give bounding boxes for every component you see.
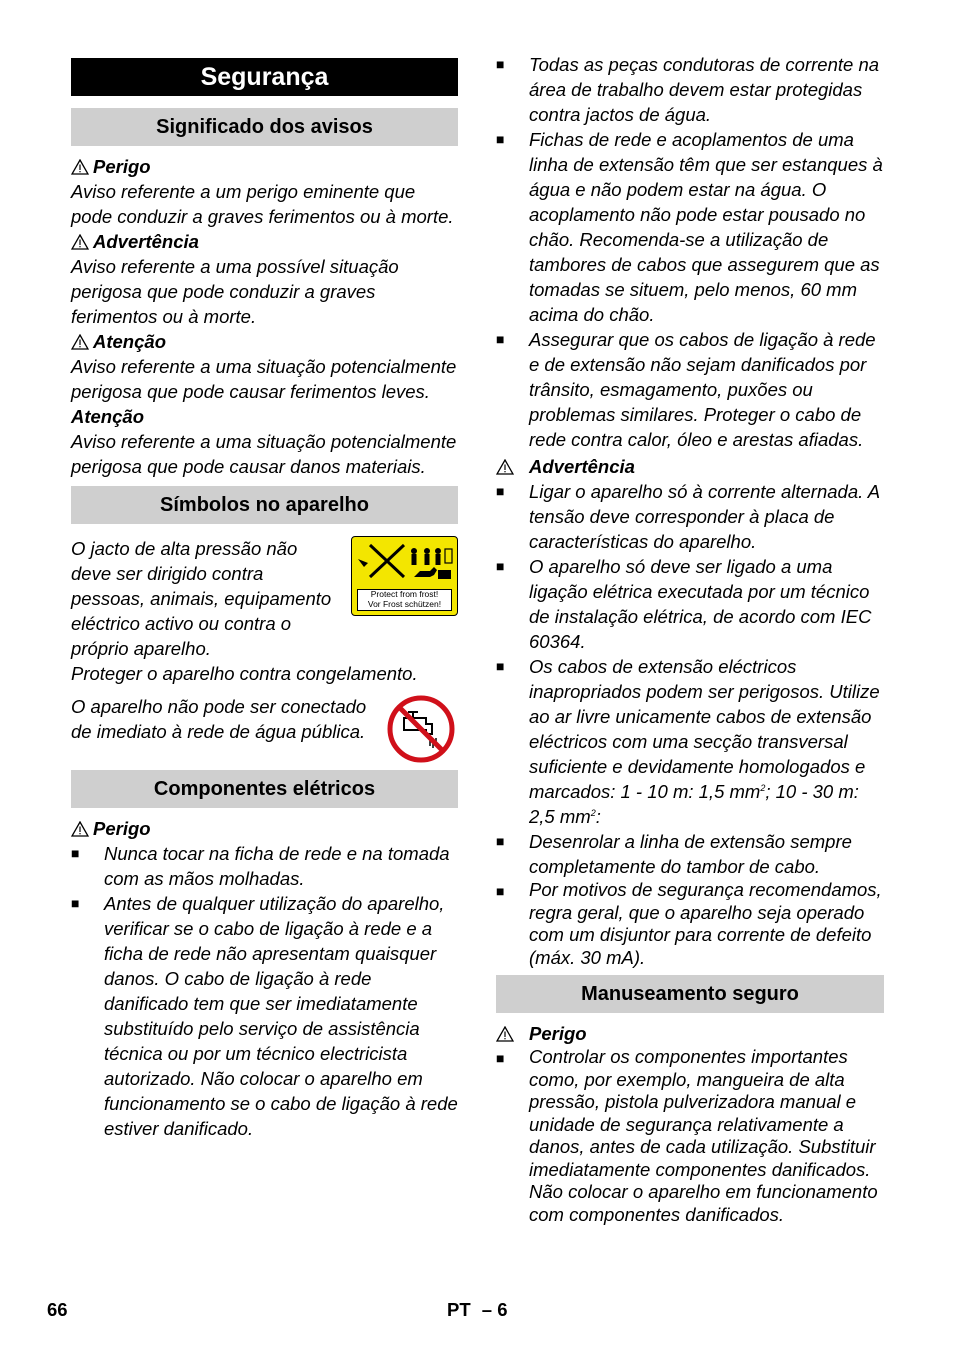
warning-label: Advertência <box>93 231 199 252</box>
bullet-icon: ■ <box>71 895 80 911</box>
warning-description: Aviso referente a um perigo eminente que pode conduzir a graves ferimentos ou à morte. <box>71 181 454 227</box>
symbol-description: O aparelho não pode ser conectado de imediato à rede de água pública. <box>71 696 367 742</box>
warning-label: Atenção <box>71 406 144 427</box>
page-number: 66 <box>47 1299 68 1320</box>
warning-triangle-icon <box>71 334 93 350</box>
page-title: Segurança <box>71 58 458 96</box>
list-item: ■ Ligar o aparelho só à corrente alternada. A tensão deve corresponder à placa de características do aparelho. <box>496 481 880 552</box>
warning-perigo-manuseamento <box>496 1021 884 1046</box>
no-public-water-connection-icon <box>386 694 456 764</box>
list-item: ■ Todas as peças condutoras de corrente na área de trabalho devem estar protegidas contra jactos de água. <box>496 54 880 125</box>
warning-label: Perigo <box>529 1023 587 1044</box>
bullet-icon: ■ <box>71 845 80 861</box>
warning-triangle-icon <box>496 459 529 475</box>
bullet-icon: ■ <box>496 1050 505 1066</box>
warning-triangle-icon <box>71 234 93 250</box>
right-column <box>496 52 884 1226</box>
list-item: ■ O aparelho só deve ser ligado a uma ligação elétrica executada por um técnico de instalação elétrica, de acordo com IEC 60364. <box>496 556 872 652</box>
bullet-icon: ■ <box>496 658 505 674</box>
warning-advertencia-right <box>496 454 884 479</box>
section-heading-simbolos: Símbolos no aparelho <box>71 486 458 524</box>
section-heading-avisos: Significado dos avisos <box>71 108 458 146</box>
warning-perigo-componentes <box>71 816 458 841</box>
symbol-row-jet <box>71 536 458 661</box>
warning-triangle-icon <box>71 821 93 837</box>
symbol-row-water <box>71 694 458 764</box>
bullet-icon: ■ <box>496 883 505 899</box>
bullet-icon: ■ <box>496 56 505 72</box>
list-item: ■ Por motivos de segurança recomendamos, regra geral, que o aparelho seja operado com um disjuntor para corrente de defeito (máx. 30 mA). <box>496 879 882 968</box>
warning-description: Aviso referente a uma situação potencialmente perigosa que pode causar danos materiais. <box>71 431 457 477</box>
warning-atencao <box>71 329 458 354</box>
section-heading-componentes: Componentes elétricos <box>71 770 458 808</box>
warning-perigo <box>71 154 458 179</box>
footer-subpage: – 6 <box>481 1299 508 1320</box>
warning-triangle-icon <box>496 1026 529 1042</box>
warning-atencao-material <box>71 404 458 429</box>
list-item: ■ Nunca tocar na ficha de rede e na tomada com as mãos molhadas. <box>71 843 450 889</box>
list-item: ■ Controlar os componentes importantes como, por exemplo, mangueira de alta pressão, pistola pulverizadora manual e unidade de segurança relativamente a danos, antes de cada utilização. Substituir imediatamente componentes danificados. Não colocar o aparelho em funcionamento com componentes danificados. <box>496 1046 878 1225</box>
list-item: ■ Antes de qualquer utilização do aparelho, verificar se o cabo de ligação à rede e a ficha de rede não apresentam quaisquer danos. O cabo de ligação à rede danificado tem que ser imediatamente substituído pelo serviço de assistência técnica ou por um técnico electricista autorizado. Não colocar o aparelho em funcionamento se o cabo de ligação à rede estiver danificado. <box>71 893 458 1139</box>
footer-language: PT <box>447 1299 471 1320</box>
bullet-icon: ■ <box>496 558 505 574</box>
left-column <box>71 58 458 1141</box>
symbol-caption: Protect from frost! Vor Frost schützen! <box>357 589 452 611</box>
list-item: ■ Os cabos de extensão eléctricos inapropriados podem ser perigosos. Utilize ao ar livre unicamente cabos de extensão eléctricos com uma secção transversal suficiente e devidamente homologados e marcados: 1 - 10 m: 1,5 $mm^2$; 10 - 30 m: 2,5 $mm^2$: <box>496 656 880 827</box>
warning-advertencia <box>71 229 458 254</box>
list-item: ■ Fichas de rede e acoplamentos de uma linha de extensão têm que ser estanques à água e não podem estar na água. O acoplamento não pode estar pousado no chão. Recomenda-se a utilização de tambores de cabos que assegurem que as tomadas se situem, pelo menos, 60 mm acima do chão. <box>496 129 883 325</box>
warning-label: Perigo <box>93 818 151 839</box>
warning-label: Perigo <box>93 156 151 177</box>
section-heading-manuseamento: Manuseamento seguro <box>496 975 884 1013</box>
list-item: ■ Desenrolar a linha de extensão sempre completamente do tambor de cabo. <box>496 831 852 877</box>
bullet-icon: ■ <box>496 331 505 347</box>
warning-label: Atenção <box>93 331 166 352</box>
warning-description: Aviso referente a uma situação potencialmente perigosa que pode causar ferimentos leves. <box>71 356 457 402</box>
warning-description: Aviso referente a uma possível situação perigosa que pode conduzir a graves ferimentos ou à morte. <box>71 256 399 327</box>
symbol-description: O jacto de alta pressão não deve ser dirigido contra pessoas, animais, equipamento eléctrico activo ou contra o próprio aparelho. <box>71 538 332 659</box>
footer-section <box>447 1299 508 1321</box>
bullet-icon: ■ <box>496 131 505 147</box>
warning-label: Advertência <box>529 456 635 477</box>
warning-triangle-icon <box>71 159 93 175</box>
high-pressure-warning-label-icon <box>351 536 458 616</box>
symbol-description-frost: Proteger o aparelho contra congelamento. <box>71 663 418 684</box>
bullet-icon: ■ <box>496 483 505 499</box>
bullet-icon: ■ <box>496 833 505 849</box>
list-item: ■ Assegurar que os cabos de ligação à rede e de extensão não sejam danificados por trânsito, esmagamento, puxões ou problemas similares. Proteger o cabo de rede contra calor, óleo e arestas afiadas. <box>496 329 876 450</box>
